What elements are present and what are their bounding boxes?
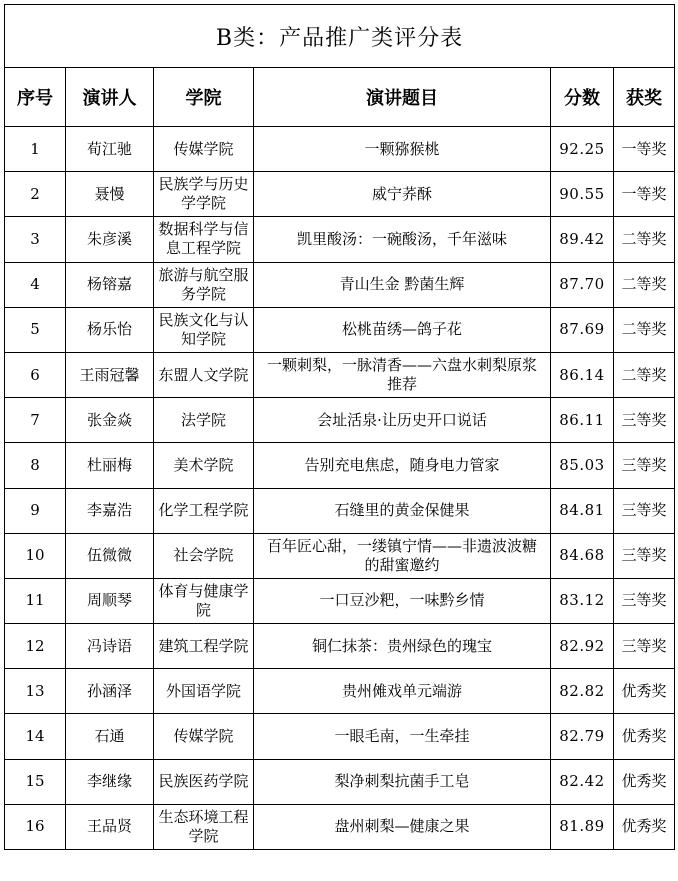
row-speaker: 张金焱 (86, 410, 132, 429)
row-speaker: 杨镕嘉 (86, 275, 132, 294)
row-score-cell (551, 714, 614, 759)
row-school: 民族文化与认知学院 (158, 310, 249, 348)
row-score: 85.03 (559, 455, 605, 474)
row-speaker-cell (66, 578, 154, 623)
score-table (4, 4, 675, 850)
row-index-cell (5, 533, 66, 578)
row-index-cell (5, 127, 66, 172)
table-row (5, 533, 675, 578)
row-index-cell (5, 307, 66, 352)
row-index-cell (5, 804, 66, 849)
row-prize: 一等奖 (621, 184, 667, 203)
row-topic-cell (254, 443, 551, 488)
table-row (5, 714, 675, 759)
row-score-cell (551, 443, 614, 488)
row-score-cell (551, 127, 614, 172)
header-speaker: 演讲人 (66, 68, 154, 127)
row-speaker-cell (66, 127, 154, 172)
row-topic: 一颗猕猴桃 (364, 139, 440, 158)
table-row (5, 307, 675, 352)
row-score: 86.14 (559, 365, 605, 384)
row-speaker-cell (66, 533, 154, 578)
row-speaker: 伍微微 (86, 546, 132, 565)
row-topic-cell (254, 352, 551, 397)
row-score-cell (551, 217, 614, 262)
row-index: 1 (30, 139, 40, 158)
row-score-cell (551, 669, 614, 714)
row-school-cell (154, 262, 254, 307)
row-prize-cell (614, 172, 675, 217)
row-speaker-cell (66, 488, 154, 533)
row-score: 82.79 (559, 727, 605, 746)
row-topic-cell (254, 578, 551, 623)
header-row (5, 68, 675, 127)
row-school-cell (154, 443, 254, 488)
table-row (5, 488, 675, 533)
row-speaker-cell (66, 307, 154, 352)
row-index-cell (5, 217, 66, 262)
row-topic: 威宁荞酥 (371, 184, 432, 203)
row-speaker-cell (66, 398, 154, 443)
table-row (5, 172, 675, 217)
row-school-cell (154, 398, 254, 443)
row-prize-cell (614, 804, 675, 849)
row-speaker-cell (66, 624, 154, 669)
row-topic-cell (254, 262, 551, 307)
row-prize: 三等奖 (621, 546, 667, 565)
row-prize-cell (614, 307, 675, 352)
row-prize-cell (614, 262, 675, 307)
row-topic: 一口豆沙粑，一味黔乡情 (319, 591, 485, 610)
row-score-cell (551, 262, 614, 307)
row-prize-cell (614, 398, 675, 443)
row-topic-cell (254, 127, 551, 172)
row-score-cell (551, 172, 614, 217)
row-prize: 三等奖 (621, 501, 667, 520)
row-score: 87.70 (559, 275, 605, 294)
row-prize: 优秀奖 (621, 681, 667, 700)
row-prize: 优秀奖 (621, 727, 667, 746)
row-topic-cell (254, 759, 551, 804)
row-school: 社会学院 (173, 546, 234, 565)
row-school-cell (154, 578, 254, 623)
row-prize: 三等奖 (621, 636, 667, 655)
row-school-cell (154, 488, 254, 533)
row-index: 4 (30, 275, 40, 294)
row-school-cell (154, 804, 254, 849)
table-row (5, 804, 675, 849)
table-row (5, 624, 675, 669)
row-index: 3 (30, 229, 40, 248)
row-school-cell (154, 669, 254, 714)
row-speaker-cell (66, 217, 154, 262)
row-index: 6 (30, 365, 40, 384)
row-topic-cell (254, 624, 551, 669)
row-score: 92.25 (559, 139, 605, 158)
row-speaker-cell (66, 443, 154, 488)
row-topic: 青山生金 黔菌生辉 (339, 275, 465, 294)
row-index: 14 (25, 727, 45, 746)
row-prize: 三等奖 (621, 410, 667, 429)
row-topic: 一颗刺梨，一脉清香——六盘水刺梨原浆推荐 (266, 356, 537, 394)
header-index: 序号 (5, 68, 66, 127)
row-prize-cell (614, 488, 675, 533)
row-topic-cell (254, 669, 551, 714)
row-school-cell (154, 127, 254, 172)
table-title: B类：产品推广类评分表 (5, 5, 675, 68)
table-row (5, 217, 675, 262)
row-speaker: 朱彦溪 (86, 229, 132, 248)
table-row (5, 262, 675, 307)
row-score-cell (551, 578, 614, 623)
row-index: 7 (30, 410, 40, 429)
row-topic: 凯里酸汤：一碗酸汤，千年滋味 (296, 229, 507, 248)
row-topic-cell (254, 307, 551, 352)
row-score-cell (551, 398, 614, 443)
row-prize-cell (614, 217, 675, 262)
row-prize-cell (614, 443, 675, 488)
row-school: 化学工程学院 (158, 501, 249, 520)
row-score: 90.55 (559, 184, 605, 203)
row-prize-cell (614, 533, 675, 578)
row-school: 传媒学院 (173, 139, 234, 158)
row-score: 86.11 (559, 410, 605, 429)
row-index: 15 (25, 772, 45, 791)
row-index: 12 (25, 636, 45, 655)
row-topic: 贵州傩戏单元端游 (341, 681, 462, 700)
row-prize-cell (614, 624, 675, 669)
row-school-cell (154, 714, 254, 759)
row-score-cell (551, 307, 614, 352)
row-score: 81.89 (559, 817, 605, 836)
row-speaker-cell (66, 804, 154, 849)
row-speaker: 王品贤 (86, 817, 132, 836)
row-school-cell (154, 172, 254, 217)
row-topic-cell (254, 217, 551, 262)
row-school-cell (154, 352, 254, 397)
row-speaker: 荀江驰 (86, 139, 132, 158)
row-topic-cell (254, 488, 551, 533)
row-speaker-cell (66, 669, 154, 714)
row-prize: 三等奖 (621, 591, 667, 610)
row-index-cell (5, 262, 66, 307)
row-index-cell (5, 488, 66, 533)
row-topic: 铜仁抹茶：贵州绿色的瑰宝 (311, 636, 492, 655)
row-score-cell (551, 533, 614, 578)
row-score-cell (551, 488, 614, 533)
row-speaker: 石通 (94, 727, 125, 746)
row-school: 数据科学与信息工程学院 (158, 220, 249, 258)
row-school-cell (154, 307, 254, 352)
row-index-cell (5, 759, 66, 804)
row-prize: 优秀奖 (621, 817, 667, 836)
row-topic: 一眼毛南，一生牵挂 (334, 727, 470, 746)
table-row (5, 352, 675, 397)
row-prize: 一等奖 (621, 139, 667, 158)
row-index: 11 (25, 591, 45, 610)
row-topic: 梨净刺梨抗菌手工皂 (334, 772, 470, 791)
header-prize: 获奖 (614, 68, 675, 127)
row-speaker: 李继缘 (86, 772, 132, 791)
row-speaker: 李嘉浩 (86, 501, 132, 520)
row-topic-cell (254, 398, 551, 443)
row-index: 9 (30, 501, 40, 520)
row-score-cell (551, 352, 614, 397)
row-index: 2 (30, 184, 40, 203)
row-score: 82.42 (559, 772, 605, 791)
row-topic: 百年匠心甜，一缕镇宁情——非遗波波糖的甜蜜邀约 (266, 536, 537, 574)
row-speaker: 冯诗语 (86, 636, 132, 655)
row-speaker: 聂慢 (94, 184, 125, 203)
row-index: 8 (30, 455, 40, 474)
row-speaker: 孙涵泽 (86, 681, 132, 700)
row-school-cell (154, 624, 254, 669)
table-row (5, 127, 675, 172)
table-row (5, 759, 675, 804)
row-score: 83.12 (559, 591, 605, 610)
row-index-cell (5, 669, 66, 714)
header-school: 学院 (154, 68, 254, 127)
row-school: 民族学与历史学学院 (158, 175, 249, 213)
row-index: 5 (30, 320, 40, 339)
table-row (5, 398, 675, 443)
row-prize-cell (614, 714, 675, 759)
row-index-cell (5, 352, 66, 397)
row-school: 美术学院 (173, 455, 234, 474)
row-index-cell (5, 578, 66, 623)
row-prize: 二等奖 (621, 275, 667, 294)
score-table-body (5, 5, 675, 850)
row-topic: 告别充电焦虑，随身电力管家 (304, 455, 500, 474)
row-index-cell (5, 172, 66, 217)
row-index-cell (5, 624, 66, 669)
row-topic: 盘州刺梨—健康之果 (334, 817, 470, 836)
row-index: 10 (25, 546, 45, 565)
row-school: 东盟人文学院 (158, 365, 249, 384)
row-school: 生态环境工程学院 (158, 807, 249, 845)
table-row (5, 669, 675, 714)
row-topic-cell (254, 172, 551, 217)
row-score-cell (551, 759, 614, 804)
row-index-cell (5, 714, 66, 759)
row-topic-cell (254, 714, 551, 759)
row-school-cell (154, 533, 254, 578)
row-prize-cell (614, 759, 675, 804)
row-school: 外国语学院 (165, 681, 241, 700)
row-topic: 石缝里的黄金保健果 (334, 501, 470, 520)
row-score: 82.92 (559, 636, 605, 655)
row-prize-cell (614, 352, 675, 397)
row-score: 84.81 (559, 501, 605, 520)
row-score: 87.69 (559, 320, 605, 339)
row-school: 建筑工程学院 (158, 636, 249, 655)
row-prize-cell (614, 578, 675, 623)
header-score: 分数 (551, 68, 614, 127)
table-row (5, 578, 675, 623)
title-row (5, 5, 675, 68)
row-score: 82.82 (559, 681, 605, 700)
row-speaker-cell (66, 714, 154, 759)
row-topic: 会址活泉·让历史开口说话 (317, 410, 487, 429)
row-score-cell (551, 804, 614, 849)
row-index: 16 (25, 817, 45, 836)
row-topic: 松桃苗绣—鸽子花 (341, 320, 462, 339)
row-speaker: 杨乐怡 (86, 320, 132, 339)
row-index: 13 (25, 681, 45, 700)
row-school-cell (154, 759, 254, 804)
row-speaker-cell (66, 759, 154, 804)
row-prize: 二等奖 (621, 229, 667, 248)
row-index-cell (5, 398, 66, 443)
row-speaker: 周顺琴 (86, 591, 132, 610)
row-speaker-cell (66, 352, 154, 397)
row-speaker: 王雨冠馨 (79, 365, 140, 384)
table-row (5, 443, 675, 488)
row-speaker-cell (66, 172, 154, 217)
row-prize-cell (614, 669, 675, 714)
row-index-cell (5, 443, 66, 488)
row-school: 旅游与航空服务学院 (158, 265, 249, 303)
row-topic-cell (254, 804, 551, 849)
row-school: 体育与健康学院 (158, 581, 249, 619)
row-speaker-cell (66, 262, 154, 307)
row-prize-cell (614, 127, 675, 172)
row-speaker: 杜丽梅 (86, 455, 132, 474)
row-school: 传媒学院 (173, 727, 234, 746)
row-prize: 二等奖 (621, 365, 667, 384)
row-score: 84.68 (559, 546, 605, 565)
row-prize: 三等奖 (621, 455, 667, 474)
row-score: 89.42 (559, 229, 605, 248)
row-prize: 二等奖 (621, 320, 667, 339)
row-prize: 优秀奖 (621, 772, 667, 791)
row-school: 民族医药学院 (158, 772, 249, 791)
row-score-cell (551, 624, 614, 669)
header-topic: 演讲题目 (254, 68, 551, 127)
row-school-cell (154, 217, 254, 262)
row-topic-cell (254, 533, 551, 578)
row-school: 法学院 (180, 410, 226, 429)
